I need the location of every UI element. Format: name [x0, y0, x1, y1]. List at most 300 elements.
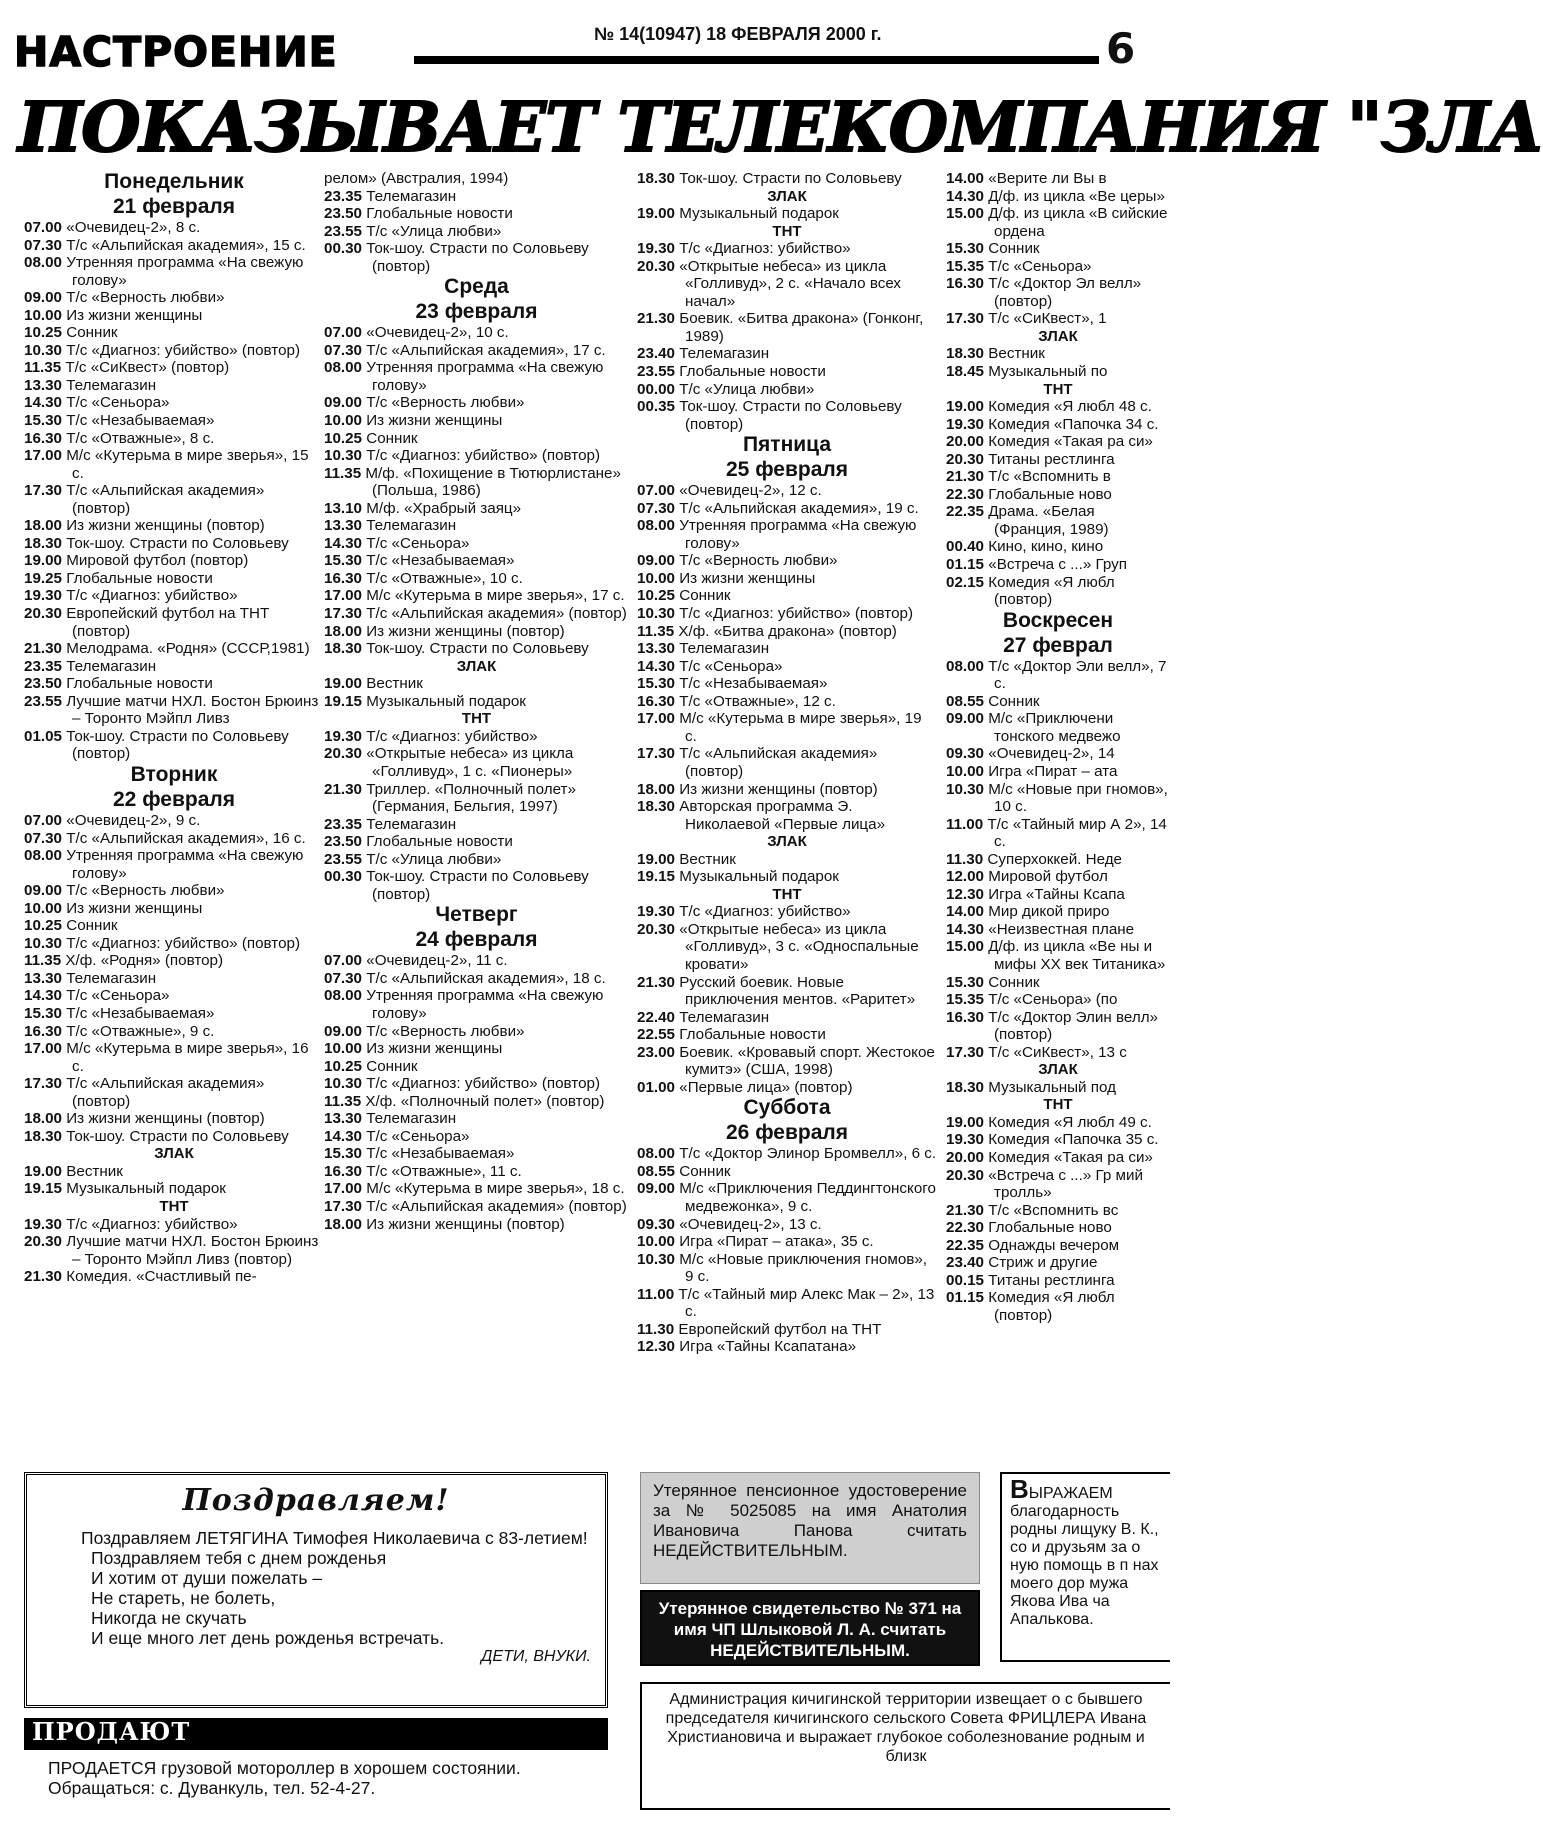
program-entry [946, 763, 1170, 781]
program-time: 19.00 [946, 1113, 985, 1131]
schedule-column-1 [24, 170, 324, 1445]
program-title: Телемагазин [66, 969, 157, 987]
program-time: 14.30 [24, 394, 63, 412]
program-entry [324, 605, 629, 623]
program-entry [24, 812, 324, 830]
program-entry [24, 1040, 324, 1075]
program-entry [24, 952, 324, 970]
program-time: 17.00 [324, 587, 363, 605]
program-time: 15.00 [946, 205, 985, 223]
program-title: Сонник [366, 429, 418, 447]
program-title: Т/с «Альпийская академия» (повтор) [366, 605, 627, 623]
program-entry [946, 693, 1170, 711]
program-entry [324, 447, 629, 465]
program-entry [637, 500, 937, 518]
program-entry [324, 1058, 629, 1076]
program-title: Ток-шоу. Страсти по Соловьеву (повтор) [66, 727, 289, 763]
program-entry [324, 342, 629, 360]
channel-label: ЗЛАК [1038, 1061, 1078, 1079]
program-time: 11.35 [24, 359, 62, 377]
program-entry [946, 468, 1170, 486]
program-time: 20.30 [24, 1233, 63, 1251]
program-entry [324, 394, 629, 412]
program-entry [637, 974, 937, 1009]
program-entry [24, 970, 324, 988]
program-entry [637, 240, 937, 258]
program-time: 20.00 [946, 1148, 985, 1166]
program-entry [24, 658, 324, 676]
program-entry [24, 324, 324, 342]
program-title: Мир дикой приро [988, 903, 1110, 921]
program-entry [24, 1075, 324, 1110]
program-time: 10.00 [24, 306, 63, 324]
program-time: 16.30 [946, 1008, 985, 1026]
program-title: Т/с «СиКвест», 1 [988, 310, 1107, 328]
day-heading: Пятница [742, 433, 832, 457]
program-title: Т/с «Улица любви» [679, 380, 815, 398]
program-title: Т/с «Альпийская академия», 19 с. [679, 499, 919, 517]
program-entry [946, 991, 1170, 1009]
program-title: «Встреча с ...» Груп [988, 556, 1127, 574]
program-entry [24, 605, 324, 640]
date-heading: 24 февраля [415, 928, 538, 952]
program-title: Т/с «Незабываемая» [66, 1004, 215, 1022]
program-entry [324, 1040, 629, 1058]
program-entry [24, 1005, 324, 1023]
program-entry [24, 447, 324, 482]
obituary-notice: Администрация кичигинской территории извещает о с бывшего председателя кичигинского сельского Совета ФРИЦЛЕРА Ивана Христиановича и выражает глубокое соболезнование родным и близк [640, 1682, 1170, 1810]
program-time: 10.25 [637, 587, 676, 605]
program-time: 09.00 [324, 1022, 363, 1040]
program-entry [24, 1128, 324, 1146]
poem-line: И хотим от души пожелать – [91, 1568, 323, 1588]
program-entry [24, 728, 324, 763]
schedule-column-3 [637, 170, 937, 1445]
program-time: 17.30 [324, 605, 363, 623]
program-time: 10.00 [946, 762, 985, 780]
date-heading: 27 феврал [1003, 633, 1113, 657]
program-title: Т/с «Улица любви» [366, 222, 502, 240]
program-time: 18.30 [946, 1078, 985, 1096]
program-entry [324, 675, 629, 693]
program-time: 08.00 [637, 517, 676, 535]
program-title: Глобальные новости [679, 1026, 826, 1044]
gratitude-notice [1000, 1472, 1170, 1662]
program-time: 11.30 [637, 1320, 675, 1338]
program-title: М/с «Приключения Педдингтонского медвежонка», 9 с. [679, 1180, 936, 1215]
poem-line: Никогда не скучать [91, 1608, 247, 1628]
program-entry [637, 605, 937, 623]
sell-ad [48, 1758, 608, 1798]
program-entry [324, 1093, 629, 1111]
program-time: 11.35 [324, 464, 362, 482]
program-title: Т/с «Тайный мир Алекс Мак – 2», 13 с. [678, 1285, 935, 1321]
program-title: Ток-шоу. Страсти по Соловьеву [66, 1127, 289, 1145]
program-time: 08.00 [24, 254, 63, 272]
program-title: Сонник [988, 692, 1040, 710]
program-entry [324, 987, 629, 1022]
program-time: 10.25 [324, 429, 363, 447]
program-time: 07.30 [637, 499, 676, 517]
program-title: Кино, кино, кино [988, 538, 1104, 556]
program-time: 21.30 [24, 1268, 63, 1286]
program-title: Из жизни женщины [66, 306, 203, 324]
channel-label: ЗЛАК [767, 833, 807, 851]
program-time: 19.00 [24, 552, 63, 570]
page-number: 6 [1106, 24, 1136, 73]
program-time: 18.30 [24, 1127, 63, 1145]
program-title: Т/с «Доктор Элинор Бромвелл», 6 с. [679, 1145, 937, 1163]
program-title: Сонник [679, 587, 731, 605]
program-time: 19.30 [24, 1215, 63, 1233]
poem-line: Поздравляем тебя с днем рожденья [91, 1548, 387, 1568]
program-title: Ток-шоу. Страсти по Соловьеву (повтор) [366, 240, 589, 275]
program-title: Т/с «Альпийская академия», 17 с. [366, 341, 606, 359]
program-title: Игра «Пират – ата [988, 762, 1118, 780]
program-title: «Очевидец-2», 9 с. [66, 811, 201, 829]
program-title: Т/с «Диагноз: убийство» (повтор) [366, 447, 601, 465]
program-entry [324, 816, 629, 834]
program-title: Т/с «Незабываемая» [366, 1145, 515, 1163]
program-title: Сонник [66, 917, 118, 935]
program-title: Вестник [988, 345, 1045, 363]
program-entry [324, 1023, 629, 1041]
program-time: 11.00 [946, 815, 984, 833]
issue-info: № 14(10947) 18 ФЕВРАЛЯ 2000 г. [594, 24, 882, 44]
program-time: 23.40 [637, 345, 676, 363]
program-time: 17.30 [946, 310, 985, 328]
program-entry [637, 258, 937, 311]
program-time: 19.00 [946, 398, 985, 416]
program-time: 00.00 [637, 380, 676, 398]
program-entry [637, 381, 937, 399]
program-entry [324, 465, 629, 500]
program-title: Комедия «Я любл 48 с. [988, 398, 1152, 416]
program-time: 20.30 [324, 745, 363, 763]
program-title: Комедия «Папочка 34 с. [988, 415, 1159, 433]
program-time: 07.00 [24, 811, 63, 829]
program-entry [637, 1216, 937, 1234]
program-entry [24, 882, 324, 900]
program-time: 10.30 [946, 780, 985, 798]
program-entry [324, 640, 629, 658]
program-title: Телемагазин [366, 1110, 457, 1128]
program-title: Комедия «Я любл 49 с. [988, 1113, 1152, 1131]
congratulations-box [24, 1472, 608, 1708]
program-title: Из жизни женщины [679, 569, 816, 587]
program-title: Глобальные новости [679, 363, 826, 381]
program-title: Ток-шоу. Страсти по Соловьеву [679, 170, 902, 187]
program-time: 16.30 [24, 1022, 63, 1040]
program-entry [324, 205, 629, 223]
day-heading: Воскресен [1002, 608, 1114, 632]
program-time: 11.35 [24, 952, 62, 970]
program-entry [637, 552, 937, 570]
program-title: Утренняя программа «На свежую голову» [366, 987, 604, 1022]
program-title: Т/с «Альпийская академия» (повтор) [679, 745, 878, 780]
program-time: 19.30 [946, 415, 985, 433]
program-entry [324, 430, 629, 448]
program-title: «Очевидец-2», 8 с. [66, 219, 201, 236]
program-entry [637, 1145, 937, 1163]
congratulations-intro: Поздравляем ЛЕТЯГИНА Тимофея Николаевича с 83-летием! [81, 1528, 588, 1548]
program-time: 00.15 [946, 1271, 985, 1289]
program-entry [324, 833, 629, 851]
program-title: Ток-шоу. Страсти по Соловьеву (повтор) [366, 868, 589, 903]
program-time: 14.30 [637, 657, 676, 675]
program-title: Музыкальный подарок [679, 868, 839, 886]
program-entry [324, 1216, 629, 1234]
lost-certificate-notice: Утерянное свидетельство № 371 на имя ЧП Шлыковой Л. А. считать НЕДЕЙСТВИТЕЛЬНЫМ. [640, 1590, 980, 1666]
program-time: 07.00 [24, 219, 63, 236]
program-time: 23.55 [324, 850, 363, 868]
channel-label: ТНТ [772, 885, 802, 903]
program-time: 07.30 [324, 969, 363, 987]
program-entry [637, 587, 937, 605]
program-time: 23.55 [637, 363, 676, 381]
program-time: 01.15 [946, 1289, 985, 1307]
program-time: 18.30 [24, 534, 63, 552]
program-time: 15.30 [637, 675, 676, 693]
program-entry [637, 1163, 937, 1181]
program-entry [946, 710, 1170, 745]
program-title: Из жизни женщины (повтор) [366, 1215, 565, 1233]
program-title: Т/с «Верность любви» [66, 289, 225, 307]
program-title: Т/с «Диагноз: убийство» (повтор) [366, 1075, 601, 1093]
program-time: 17.30 [24, 482, 63, 500]
program-time: 23.00 [637, 1043, 676, 1061]
program-time: 11.30 [946, 850, 984, 868]
program-entry [946, 1202, 1170, 1220]
program-entry [24, 1110, 324, 1128]
program-entry [24, 900, 324, 918]
program-time: 19.15 [637, 868, 676, 886]
poem-line: И еще много лет день рожденья встречать. [91, 1628, 445, 1648]
program-title: Т/с «Улица любви» [366, 850, 502, 868]
program-title: Игра «Пират – атака», 35 с. [679, 1233, 874, 1251]
program-title: Т/с «Доктор Эли велл», 7 с. [988, 657, 1167, 693]
program-title: «Очевидец-2», 12 с. [679, 482, 822, 500]
program-entry [324, 170, 629, 188]
program-time: 10.30 [324, 1075, 363, 1093]
program-entry [324, 587, 629, 605]
program-entry [637, 745, 937, 780]
program-time: 16.30 [946, 275, 985, 293]
program-title: Европейский футбол на ТНТ [678, 1320, 882, 1338]
program-title: Драма. «Белая (Франция, 1989) [988, 503, 1109, 538]
program-entry [24, 640, 324, 658]
program-title: Игра «Тайны Ксапатана» [679, 1338, 857, 1356]
program-title: Т/с «Сеньора» [66, 394, 170, 412]
program-time: 10.00 [24, 899, 63, 917]
program-entry [946, 816, 1170, 851]
program-entry [637, 1044, 937, 1079]
program-entry [324, 868, 629, 903]
program-entry [24, 830, 324, 848]
program-entry [324, 970, 629, 988]
program-entry [946, 745, 1170, 763]
program-entry [946, 781, 1170, 816]
program-entry [946, 433, 1170, 451]
program-time: 14.30 [946, 187, 985, 205]
program-entry [946, 1289, 1170, 1324]
program-time: 10.30 [24, 934, 63, 952]
program-title: М/с «Новые приключения гномов», 9 с. [679, 1250, 928, 1286]
program-time: 22.55 [637, 1026, 676, 1044]
program-entry [324, 1145, 629, 1163]
program-time: 10.30 [637, 605, 676, 623]
program-time: 14.30 [24, 987, 63, 1005]
program-entry [24, 377, 324, 395]
program-title: Телемагазин [679, 640, 770, 658]
program-time: 18.00 [324, 622, 363, 640]
program-title: Вестник [66, 1162, 123, 1180]
program-time: 19.00 [324, 675, 363, 693]
channel-label: ЗЛАК [767, 187, 807, 205]
program-title: Т/с «Верность любви» [679, 552, 838, 570]
program-time: 21.30 [24, 640, 63, 658]
program-entry [324, 517, 629, 535]
program-title: Боевик. «Кровавый спорт. Жестокое кумитэ» (США, 1998) [679, 1043, 935, 1079]
date-heading: 26 февраля [726, 1121, 848, 1145]
date-heading: 21 февраля [113, 195, 235, 218]
program-entry [946, 275, 1170, 310]
program-entry [946, 556, 1170, 574]
program-title: Т/с «Альпийская академия» (повтор) [66, 482, 265, 517]
program-title: Титаны рестлинга [988, 1271, 1115, 1289]
program-entry [946, 974, 1170, 992]
program-entry [946, 658, 1170, 693]
program-time: 09.00 [324, 394, 363, 412]
program-entry [637, 363, 937, 381]
program-time: 18.45 [946, 363, 985, 381]
program-time: 07.30 [324, 341, 363, 359]
program-title: Стриж и другие [988, 1254, 1098, 1272]
program-entry [637, 1180, 937, 1215]
program-time: 22.40 [637, 1008, 676, 1026]
lost-pension-notice: Утерянное пенсионное удостоверение за № 5025085 на имя Анатолия Ивановича Панова считать НЕДЕЙСТВИТЕЛЬНЫМ. [640, 1472, 980, 1584]
program-entry [324, 623, 629, 641]
program-time: 19.30 [24, 587, 63, 605]
program-entry [946, 886, 1170, 904]
program-title: Глобальные ново [988, 1219, 1112, 1237]
program-title: Т/с «Вспомнить вс [988, 1201, 1119, 1219]
program-time: 13.30 [324, 1110, 363, 1128]
program-entry [946, 205, 1170, 240]
program-title: Из жизни женщины (повтор) [66, 517, 265, 535]
program-title: Русский боевик. Новые приключения ментов. «Раритет» [679, 973, 916, 1009]
program-time: 16.30 [324, 1162, 363, 1180]
program-time: 14.30 [324, 1127, 363, 1145]
program-time: 07.00 [637, 482, 676, 500]
program-title: Глобальные новости [66, 675, 213, 693]
program-time: 07.00 [324, 324, 363, 342]
program-title: Т/с «Верность любви» [366, 1022, 525, 1040]
program-entry [946, 398, 1170, 416]
program-entry [637, 1009, 937, 1027]
program-time: 23.50 [324, 833, 363, 851]
program-time: 11.00 [637, 1285, 675, 1303]
program-time: 15.30 [24, 1004, 63, 1022]
program-time: 21.30 [324, 780, 363, 798]
program-time: 19.00 [637, 850, 676, 868]
program-time: 21.30 [637, 973, 676, 991]
program-entry [324, 1075, 629, 1093]
program-time: 08.00 [24, 847, 63, 865]
program-time: 15.35 [946, 257, 985, 275]
program-title: Т/с «Доктор Эл велл» (повтор) [988, 275, 1142, 310]
program-entry [24, 517, 324, 535]
program-entry [324, 223, 629, 241]
day-heading: Вторник [130, 762, 218, 786]
program-time: 14.00 [946, 903, 985, 921]
program-time: 22.30 [946, 485, 985, 503]
program-title: Триллер. «Полночный полет» (Германия, Бельгия, 1997) [366, 780, 576, 816]
program-title: «Первые лица» (повтор) [679, 1078, 853, 1096]
program-time: 18.00 [24, 1110, 63, 1128]
program-entry [324, 1198, 629, 1216]
program-title: Т/с «Тайный мир А 2», 14 с. [987, 815, 1167, 851]
program-title: Мировой футбол [988, 868, 1108, 886]
program-title: Телемагазин [366, 187, 457, 205]
day-heading: Среда [444, 275, 509, 299]
program-entry [946, 416, 1170, 434]
program-title: М/с «Приключени тонского медвежо [988, 710, 1121, 745]
program-time: 13.30 [24, 376, 63, 394]
program-time: 01.05 [24, 727, 63, 745]
program-time: 17.00 [24, 1040, 63, 1058]
program-entry [24, 307, 324, 325]
program-title: Из жизни женщины (повтор) [66, 1110, 265, 1128]
program-entry [946, 188, 1170, 206]
program-time: 15.30 [324, 552, 363, 570]
program-title: Т/с «Отважные», 10 с. [366, 569, 523, 587]
day-heading: Четверг [435, 903, 518, 927]
program-title: Т/с «Диагноз: убийство» [679, 903, 851, 921]
channel-label: ЗЛАК [154, 1145, 194, 1163]
program-entry [637, 345, 937, 363]
program-time: 00.40 [946, 538, 985, 556]
program-time: 08.00 [324, 987, 363, 1005]
program-entry [24, 482, 324, 517]
sell-text: грузовой мотороллер в хорошем состоянии. Обращаться: с. Дуванкуль, тел. 52-4-27. [48, 1758, 521, 1798]
gratitude-text: ЫРАЖАЕМ благодарность родны лищуку В. К., со и друзьям за о ную помощь в п нах моего дор мужа Якова Ива ча Апалькова. [1010, 1485, 1159, 1628]
page-header [14, 24, 1170, 74]
congratulations-signature: ДЕТИ, ВНУКИ. [481, 1648, 591, 1665]
program-time: 08.00 [946, 657, 985, 675]
program-entry [946, 1272, 1170, 1290]
program-entry [324, 188, 629, 206]
program-time: 19.30 [324, 727, 363, 745]
program-time: 19.30 [946, 1131, 985, 1149]
program-entry [637, 710, 937, 745]
program-entry [24, 847, 324, 882]
program-title: Европейский футбол на ТНТ (повтор) [66, 605, 270, 640]
program-entry [637, 1079, 937, 1097]
program-time: 20.30 [946, 450, 985, 468]
program-time: 18.30 [637, 170, 676, 187]
program-time: 07.00 [324, 952, 363, 970]
program-title: «Открытые небеса» из цикла «Голливуд», 2 с. «Начало всех начал» [679, 257, 902, 310]
program-time: 15.30 [324, 1145, 363, 1163]
program-time: 13.30 [637, 640, 676, 658]
program-title: Д/ф. из цикла «Ве ны и мифы XX век Титаника» [988, 938, 1166, 973]
program-title: Музыкальный подарок [679, 205, 839, 223]
program-title: Т/с «Альпийская академия», 16 с. [66, 829, 306, 847]
program-title: релом» (Австралия, 1994) [324, 170, 509, 187]
program-entry [324, 781, 629, 816]
program-title: Т/с «Отважные», 8 с. [66, 429, 215, 447]
